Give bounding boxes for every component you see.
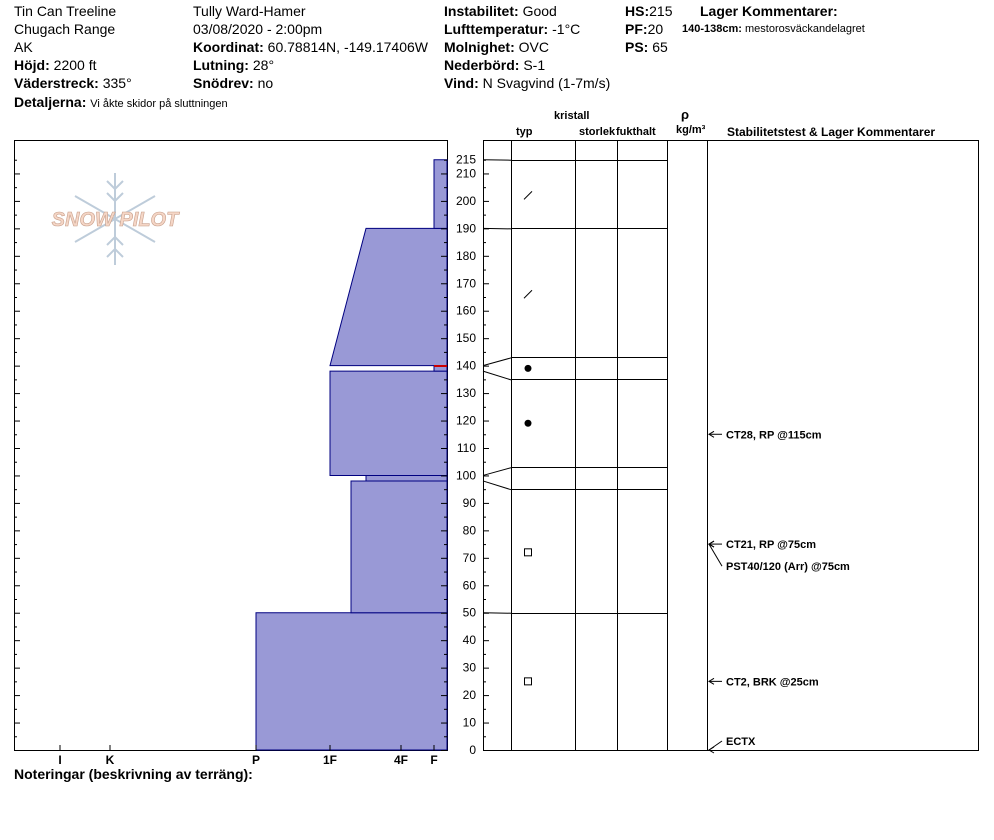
aspect-value: 335° bbox=[102, 75, 132, 91]
slope-label: Lutning: bbox=[193, 57, 249, 73]
rounded-grain-icon bbox=[525, 365, 532, 372]
layer-connector bbox=[483, 613, 511, 614]
stability-test-label: ECTX bbox=[726, 736, 756, 748]
mountain-range: Chugach Range bbox=[14, 21, 116, 37]
layer-comments-title: Lager Kommentarer: bbox=[700, 3, 838, 19]
decomposing-grain-icon bbox=[524, 290, 532, 298]
layer-connector bbox=[483, 228, 511, 229]
stability-label: Instabilitet: bbox=[444, 3, 519, 19]
decomposing-grain-icon bbox=[524, 191, 532, 199]
hardness-layer bbox=[366, 475, 447, 480]
precip-label: Nederbörd: bbox=[444, 57, 520, 73]
depth-tick-label: 215 bbox=[455, 152, 476, 167]
rounded-grain-icon bbox=[525, 420, 532, 427]
depth-tick-label: 90 bbox=[462, 495, 476, 510]
crystal-symbols bbox=[524, 191, 532, 684]
depth-tick-label: 50 bbox=[462, 605, 476, 620]
depth-tick-label: 0 bbox=[469, 743, 476, 757]
stability-tests bbox=[709, 429, 850, 753]
wind-value: N Svagvind (1-7m/s) bbox=[482, 75, 611, 91]
sky-value: OVC bbox=[518, 39, 549, 55]
hardness-layer bbox=[330, 228, 447, 365]
stability-header: Stabilitetstest & Lager Kommentarer bbox=[727, 125, 936, 139]
sky-label: Molnighet: bbox=[444, 39, 515, 55]
ps-label: PS: bbox=[625, 39, 649, 55]
state: AK bbox=[14, 39, 33, 55]
air-temp-value: -1°C bbox=[552, 21, 581, 37]
layer-comment-text: mestorosväckandelagret bbox=[745, 23, 865, 35]
type-header: typ bbox=[516, 126, 533, 138]
stability-test-label: CT21, RP @75cm bbox=[726, 539, 817, 552]
aspect-label: Väderstreck: bbox=[14, 75, 99, 91]
date-time: 03/08/2020 - 2:00pm bbox=[193, 21, 323, 37]
depth-tick-label: 60 bbox=[462, 578, 476, 593]
depth-axis bbox=[456, 153, 476, 757]
observer: Tully Ward-Hamer bbox=[193, 3, 306, 19]
depth-tick-label: 200 bbox=[455, 193, 476, 208]
hardness-label: 4F bbox=[393, 753, 409, 767]
coordinate-value: 60.78814N, -149.17406W bbox=[267, 39, 428, 55]
moisture-header: fukthalt bbox=[616, 126, 656, 138]
depth-tick-label: 150 bbox=[455, 331, 476, 346]
hardness-label: P bbox=[251, 753, 261, 767]
layer-connector bbox=[483, 160, 511, 161]
hardness-layers bbox=[256, 160, 447, 750]
hs-label: HS: bbox=[625, 3, 650, 19]
faceted-grain-icon bbox=[525, 678, 532, 685]
location-name: Tin Can Treeline bbox=[14, 3, 117, 19]
elevation-label: Höjd: bbox=[14, 57, 50, 73]
wind-label: Vind: bbox=[444, 75, 479, 91]
depth-tick-label: 170 bbox=[455, 276, 476, 291]
depth-tick-label: 70 bbox=[462, 550, 476, 565]
hardness-label: F bbox=[430, 753, 438, 767]
crystal-header: kristall bbox=[554, 110, 590, 122]
hardness-label: K bbox=[105, 753, 115, 767]
depth-tick-label: 160 bbox=[455, 303, 476, 318]
layer-connector bbox=[483, 371, 511, 380]
depth-tick-label: 30 bbox=[462, 660, 476, 675]
coordinate-label: Koordinat: bbox=[193, 39, 264, 55]
depth-tick-label: 100 bbox=[455, 468, 476, 483]
depth-tick-label: 110 bbox=[456, 440, 476, 455]
layer-connector bbox=[483, 468, 511, 476]
depth-tick-label: 10 bbox=[462, 715, 476, 730]
stability-test-label: PST40/120 (Arr) @75cm bbox=[726, 561, 850, 574]
depth-tick-label: 210 bbox=[455, 166, 476, 181]
details-value: Vi åkte skidor på sluttningen bbox=[90, 98, 228, 110]
air-temp-label: Lufttemperatur: bbox=[444, 21, 549, 37]
stability-value: Good bbox=[522, 3, 557, 19]
hardness-layer bbox=[256, 613, 447, 750]
layer-comment-range: 140-138cm: bbox=[682, 23, 742, 35]
layer-connector bbox=[483, 358, 511, 366]
size-header: storlek bbox=[579, 126, 616, 138]
pf-label: PF: bbox=[625, 21, 648, 37]
stability-test-label: CT2, BRK @25cm bbox=[726, 676, 819, 689]
depth-tick-label: 20 bbox=[462, 688, 476, 703]
hardness-label: I bbox=[58, 753, 62, 767]
elevation-value: 2200 ft bbox=[53, 57, 97, 73]
depth-tick-label: 40 bbox=[462, 633, 476, 648]
hardness-layer bbox=[330, 371, 447, 475]
details-label: Detaljerna: bbox=[14, 94, 87, 110]
slope-value: 28° bbox=[252, 57, 275, 73]
hardness-layer bbox=[434, 160, 447, 229]
snow-pilot-logo-text: SNOW PILOT bbox=[51, 209, 179, 231]
stability-test-label: CT28, RP @115cm bbox=[726, 429, 822, 442]
drift-value: no bbox=[257, 75, 274, 91]
hs-value: 215 bbox=[649, 3, 673, 19]
depth-tick-label: 190 bbox=[455, 221, 476, 236]
precip-value: S-1 bbox=[523, 57, 546, 73]
layer-connector bbox=[483, 481, 511, 490]
depth-tick-label: 80 bbox=[462, 523, 476, 538]
depth-tick-label: 180 bbox=[455, 248, 476, 263]
hardness-label: 1F bbox=[322, 753, 338, 767]
drift-label: Snödrev: bbox=[193, 75, 254, 91]
faceted-grain-icon bbox=[525, 549, 532, 556]
depth-tick-label: 140 bbox=[455, 358, 476, 373]
notes-label: Noteringar (beskrivning av terräng): bbox=[14, 766, 253, 782]
ps-value: 65 bbox=[652, 39, 668, 55]
depth-tick-label: 130 bbox=[455, 386, 476, 401]
density-unit: kg/m³ bbox=[676, 124, 706, 136]
pf-value: 20 bbox=[647, 21, 664, 37]
layer-table-frame bbox=[484, 141, 979, 751]
density-rho: ρ bbox=[681, 107, 690, 122]
depth-tick-label: 120 bbox=[455, 413, 476, 428]
test-arrow-line bbox=[709, 544, 722, 566]
hardness-layer bbox=[351, 481, 447, 613]
